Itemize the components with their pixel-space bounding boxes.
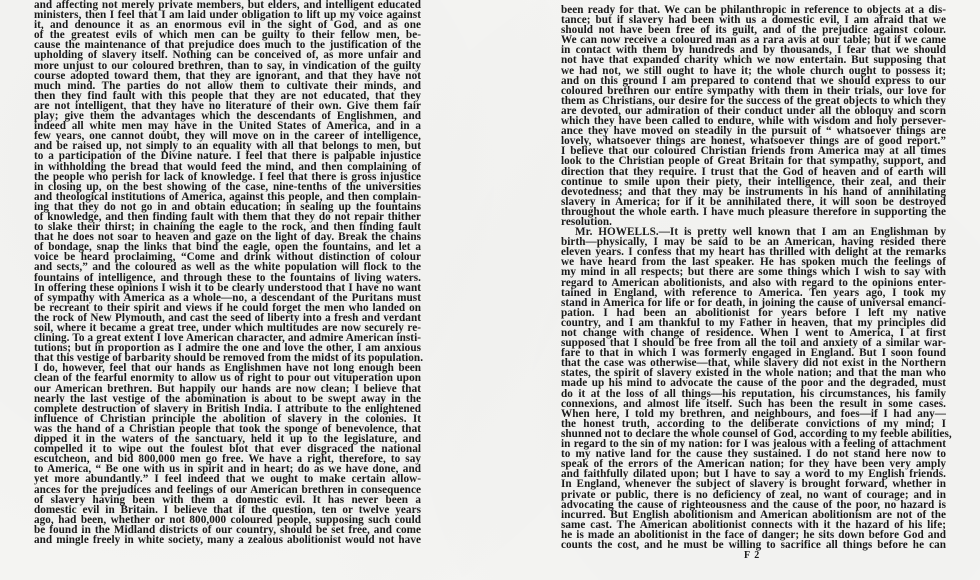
text-line: course adopted toward them, that they are ignorant, and that they have not xyxy=(34,69,421,82)
text-line: tained in England, with reference to America. Ten years ago, I took my xyxy=(561,286,946,299)
text-line: we had not, we still ought to have it; the whole church ought to possess it; xyxy=(561,64,946,77)
text-line: domestic evil in Britain. I believe that if the question, ten or twelve years xyxy=(34,503,421,516)
text-line: escutcheon, and bid 800,000 men go free. We have a right, therefore, to say xyxy=(34,453,421,466)
text-line: are devoted, our admiration of their conduct under all the obloquy and scorn xyxy=(561,104,946,117)
left-text-column xyxy=(34,0,424,546)
text-line: tance; but if slavery had been with us a domestic evil, I am afraid that we xyxy=(561,14,946,27)
text-line: direction that they require. I trust that the God of heaven and of earth will xyxy=(561,165,946,178)
text-line: coloured brethren our entire sympathy with them in their trials, our love for xyxy=(561,84,946,97)
text-line: play; give them the advantages which the descendants of Englishmen, and xyxy=(34,110,421,123)
text-line: counts the cost, and he must be willing to sacrifice all things before he can xyxy=(561,538,946,551)
text-line: connexions, and almost life itself. Such has been the result in some cases. xyxy=(561,397,946,410)
text-line: in closing up, on the best showing of the case, nine-tenths of the universities xyxy=(34,180,421,193)
text-line: same cast. The American abolitionist connects with it the hazard of his life; xyxy=(561,518,946,531)
text-line: upholding of slavery itself. Nothing can be conceived of, as more unfair and xyxy=(34,49,421,62)
text-line: to my native land for the cause they sustained. I do not stand here now to xyxy=(561,448,946,461)
text-line: nearly the last vestige of the abomination is about to be swept away in the xyxy=(34,392,421,405)
text-line: not change with change of residence. When I went to America, I at first xyxy=(561,327,946,339)
text-line: should not have been free of its guilt, and of the prejudice against colour. xyxy=(561,24,946,37)
text-line: devotedness; and that they may be instruments in his hand of annihilating xyxy=(561,185,946,198)
text-line: speak of the errors of the American nation; for they have been very amply xyxy=(561,458,946,471)
text-line: states, the spirit of slavery existed in the whole nation; and that the man who xyxy=(561,367,946,380)
text-line: ances for the prejudices and feelings of our American brethren in consequence xyxy=(34,483,421,496)
text-line: it, and denounce it as an enormous evil in the sight of God, and as one xyxy=(34,19,421,32)
text-line: few years, one cannot doubt, they will move on in the career of intelligence, xyxy=(34,130,421,143)
text-line: tutions; but in proportion as I admire the one and love the other, I am anxious xyxy=(34,342,421,355)
text-line: lovely, whatsoever things are honest, whatsoever things are of good report.” xyxy=(561,135,946,148)
text-line: made up his mind to advocate the cause of the poor and the degraded, must xyxy=(561,377,946,390)
right-text-column xyxy=(561,4,952,551)
text-line: continue to smile upon their piety, their intelligence, their zeal, and their xyxy=(561,175,946,188)
text-line: influence of Christian principle the abolition of slavery in the colonies. It xyxy=(34,412,421,425)
text-line: Mr. HOWELLS.—It is pretty well known that I am an Englishman by xyxy=(575,226,946,239)
printer-signature-mark: F 2 xyxy=(744,550,761,561)
text-line: much mind. The parties do not allow them to cultivate their minds, and xyxy=(34,79,421,92)
text-line: the people who perish for lack of knowledge. I feel that there is gross injustice xyxy=(34,170,421,183)
text-line: our American brethren. But happily our hands are now clean; I believe that xyxy=(34,382,421,395)
text-line: more unjust to our coloured brethren, than to say, in vindication of the guilty xyxy=(34,59,421,72)
text-line: throughout the whole earth. I have much pleasure therefore in supporting the xyxy=(561,205,946,218)
text-line: compelled it to wipe out the foulest blot that ever disgraced the national xyxy=(34,443,421,456)
text-line: clean of the fearful enormity to allow us of right to pour out vituperation upon xyxy=(34,372,421,385)
text-line: and sects,” and the coloured as well as the white population will flock to the xyxy=(34,261,421,274)
text-line: been ready for that. We can be philanthropic in reference to objects at a dis- xyxy=(561,4,946,16)
text-line: the rock of New Plymouth, and cast the seed of liberty into a fresh and verdant xyxy=(34,311,421,324)
text-line: he is made an abolitionist in the face of danger; he sits down before God and xyxy=(561,528,946,541)
text-line: and mingle freely in white society, many a zealous abolitionist would not have xyxy=(34,533,421,546)
text-line: I believe that our coloured Christian friends from America may at all times xyxy=(561,145,946,158)
text-line: and be raised up, not simply to an equality with all that belongs to men, but xyxy=(34,140,421,153)
text-line: that the case was otherwise—that, while slavery did not exist in the Northern xyxy=(561,357,946,370)
text-line: In offering these opinions I wish it to be clearly understood that I have no want xyxy=(34,281,421,294)
text-line: to America, “ Be one with us in spirit and in heart; do as we have done, and xyxy=(34,463,421,476)
text-line: are not intelligent, that they have no literature of their own. Give them fair xyxy=(34,99,421,112)
text-line: country, and I am thankful to my Father in heaven, that my principles did xyxy=(561,316,946,329)
text-line: in contact with them by hundreds and by thousands, I fear that we should xyxy=(561,44,946,57)
text-line: which they have been called to endure, while with wisdom and holy persever- xyxy=(561,115,946,128)
text-line: yet more abundantly.” I feel indeed that we ought to make certain allow- xyxy=(34,473,421,486)
text-line: ago, had been, whether or not 800,000 coloured people, supposing such could xyxy=(34,513,421,526)
text-line: of the greatest evils of which men can be guilty to their fellow men, be- xyxy=(34,29,421,42)
text-line: incurred. But English abolitionism and American abolitionism are not of the xyxy=(561,508,946,521)
text-line: that this vestige of barbarity should be removed from the midst of its population. xyxy=(34,352,424,365)
text-line: indeed all white men may have in the United States of America, and in a xyxy=(34,120,421,133)
text-line: then they find fault with this people that they are not educated, that they xyxy=(34,89,421,102)
text-line: birth—physically, I may be said to be an American, having resided there xyxy=(561,236,946,249)
text-line: of sympathy with America as a whole—no, a descendant of the Puritans must xyxy=(34,291,421,304)
text-line: and theological institutions of America, against this people, and then complain- xyxy=(34,190,421,203)
text-line: that he does not soar to heaven and gaze on the light of day. Break the chains xyxy=(34,231,421,244)
text-line: of bondage, snap the links that bind the eagle, open the fountains, and let a xyxy=(34,241,421,254)
text-line: was the hand of a Christian people that took the sponge of benevolence, that xyxy=(34,422,421,435)
text-line: supposed that I should be free from all the toil and anxiety of a similar war- xyxy=(561,337,946,350)
text-line: the honest truth, according to the deliberate convictions of my mind; I xyxy=(561,417,946,430)
text-line: cause the maintenance of that prejudice does much to the justification of the xyxy=(34,39,421,52)
text-line: we have heard from the last speaker. He has spoken much the feelings of xyxy=(561,256,946,269)
text-line: ministers, then I feel that I am laid under obligation to lift up my voice against xyxy=(34,9,421,22)
text-line: ance they have moved on steadily in the pursuit of “ whatsoever things are xyxy=(561,125,946,138)
text-line: be found in the Midland districts of our country, should be set free, and come xyxy=(34,523,421,536)
text-line: dipped it in the waters of the sanctuary, held it up to the legislature, and xyxy=(34,433,421,446)
text-line: be recreant to their spirit and views if he could forget the men who landed on xyxy=(34,301,421,314)
text-line: do it at the loss of all things—his reputation, his circumstances, his family xyxy=(561,387,946,400)
text-line: of knowledge, and then finding fault with them that they do not repair thither xyxy=(34,210,421,223)
text-line: voice be heard proclaiming, “Come and drink without distinction of colour xyxy=(34,251,421,264)
text-line: soil, where it became a great tree, under which multitudes are now securely re- xyxy=(34,322,421,334)
text-line: pation. I had been an abolitionist for years before I left my native xyxy=(561,306,946,319)
text-line: private or public, there is no deficiency of zeal, no want of courage; and in xyxy=(561,488,946,501)
text-line: I do, however, feel that our hands as Englishmen have not long enough been xyxy=(34,362,421,375)
text-line: ing that they do not go in and obtain education; in sealing up the fountains xyxy=(34,200,421,213)
text-line: eleven years. I confess that my heart has thrilled with delight at the remarks xyxy=(561,246,946,259)
text-line: advocating the cause of righteousness and the cause of the poor, no hazard is xyxy=(561,498,946,511)
text-line: look to the Christian people of Great Britain for that sympathy, support, and xyxy=(561,155,946,168)
text-line: resolution. xyxy=(561,215,613,228)
text-line: in regard to the sin of my nation: for I was jealous with a feeling of attachment xyxy=(561,438,946,451)
text-line: and faithfully dilated upon; but I have to say a word to my English friends. xyxy=(561,468,946,481)
text-line: and on this ground I am prepared to contend that we should express to our xyxy=(561,74,946,87)
text-line: fountains of intelligence, and through these to the fountains of living waters. xyxy=(34,271,421,284)
text-line: regard to American abolitionists, and also with regard to the opinions enter- xyxy=(561,276,946,289)
text-line: of slavery having been with them a domestic evil. It has never been a xyxy=(34,493,421,506)
text-line: not have that expanded charity which we now entertain. But supposing that xyxy=(561,54,946,67)
text-line: fare to that in which I was formerly engaged in England. But I soon found xyxy=(561,347,946,360)
text-line: them as Christians, our desire for the success of the great objects to which they xyxy=(561,94,946,107)
text-line: clining. To a great extent I love American character, and admire American insti- xyxy=(34,332,421,345)
text-line: complete destruction of slavery in British India. I attribute to the enlightened xyxy=(34,402,421,415)
text-line: and affecting not merely private members, but elders, and intelligent educated xyxy=(34,0,421,11)
text-line: slavery in America; for if it be annihilated there, it will soon be destroyed xyxy=(561,195,946,208)
text-line: We can now receive a coloured man as a rara avis at our table; but if we came xyxy=(561,34,946,47)
text-line: When here, I told my brethren, and neighbours, and foes—if I had any— xyxy=(561,407,946,420)
text-line: to slake their thirst; in chaining the eagle to the rock, and then finding fault xyxy=(34,221,421,234)
text-line: stand in America for life or for death, in joining the cause of universal emanci- xyxy=(561,296,946,309)
text-line: to a participation of the Divine nature. I feel that there is palpable injustice xyxy=(34,150,421,163)
text-line: in withholding the bread that would feed the mind, and then complaining of xyxy=(34,160,421,173)
text-line: my mind in all respects; but there are some things which I wish to say with xyxy=(561,266,946,279)
text-line: shunned not to declare the whole counsel of God, according to my feeble abilities, xyxy=(561,427,952,440)
text-line: In England, whenever the subject of slavery is brought forward, whether in xyxy=(561,478,946,491)
